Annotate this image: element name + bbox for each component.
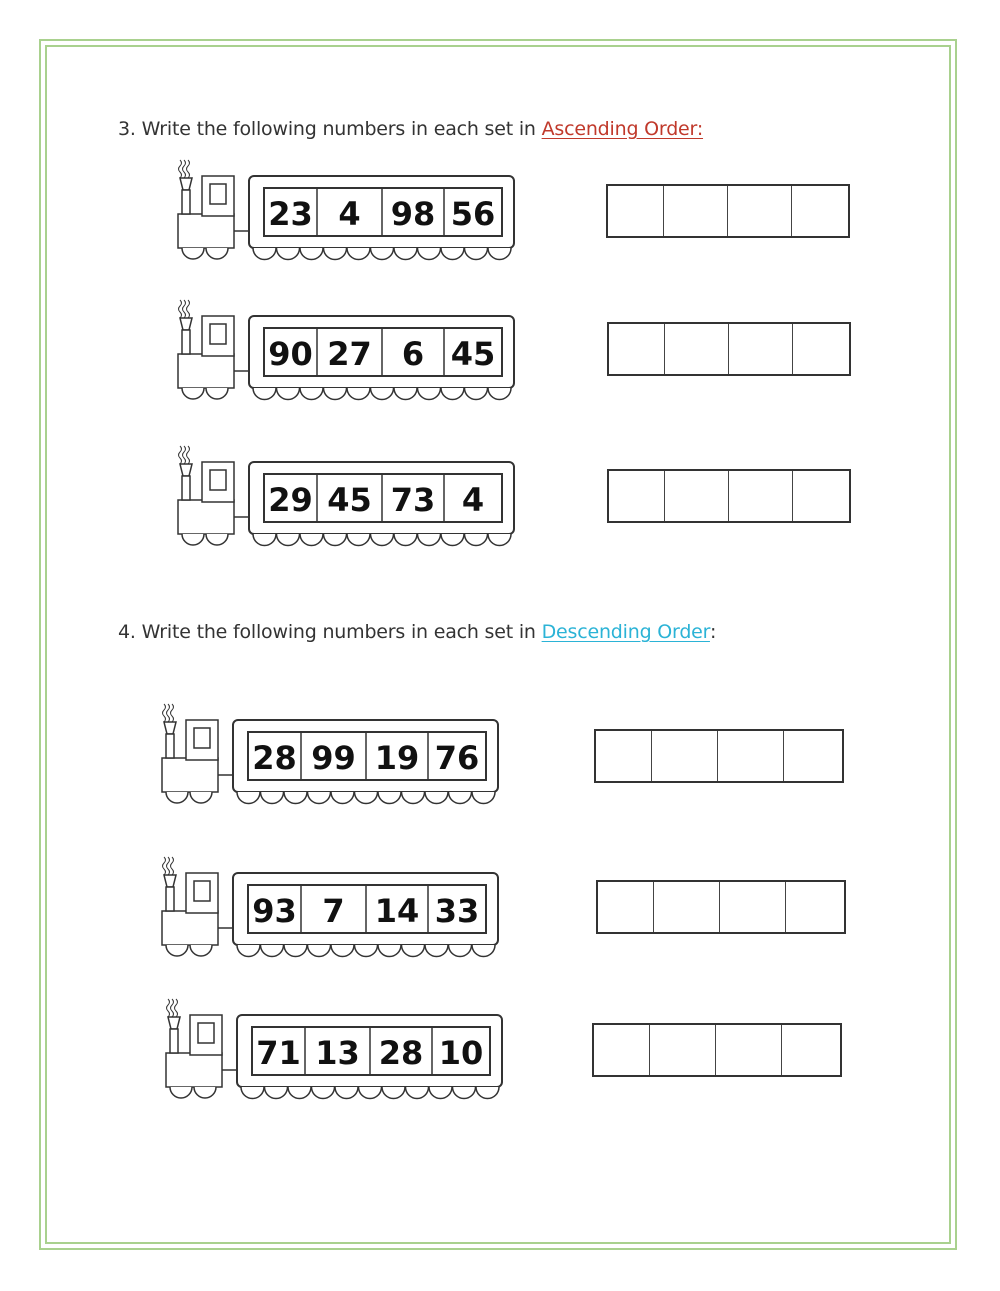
train-number: 98 bbox=[390, 195, 436, 233]
train-number: 4 bbox=[461, 481, 485, 519]
wagon-wheels bbox=[253, 388, 511, 400]
wagon-wheels bbox=[237, 945, 495, 957]
wagon-wheels bbox=[253, 534, 511, 546]
wagon-wheels bbox=[237, 792, 495, 804]
ascending-order-label: Ascending Order: bbox=[541, 118, 704, 140]
train-number: 23 bbox=[268, 195, 313, 233]
train-q4-set1 bbox=[156, 702, 516, 812]
smoke-icon bbox=[179, 300, 190, 318]
answer-cell[interactable] bbox=[609, 471, 665, 521]
smoke-icon bbox=[179, 160, 190, 178]
question-3-instruction bbox=[118, 118, 703, 140]
train-number: 90 bbox=[268, 335, 313, 373]
train-q3-set1 bbox=[172, 158, 532, 268]
answer-cell[interactable] bbox=[596, 731, 652, 781]
train-number: 6 bbox=[401, 335, 425, 373]
answer-cell[interactable] bbox=[718, 731, 784, 781]
train-q3-set2 bbox=[172, 298, 532, 408]
answer-cell[interactable] bbox=[782, 1025, 840, 1075]
answer-boxes-q4-set2 bbox=[596, 880, 846, 934]
train-number: 28 bbox=[252, 739, 297, 777]
train-number: 99 bbox=[311, 739, 356, 777]
locomotive-icon bbox=[162, 873, 233, 956]
wagon-wheels bbox=[253, 248, 511, 260]
train-number: 45 bbox=[327, 481, 372, 519]
answer-cell[interactable] bbox=[594, 1025, 650, 1075]
train-number: 28 bbox=[378, 1034, 424, 1072]
train-q3-set3 bbox=[172, 444, 532, 554]
answer-cell[interactable] bbox=[598, 882, 654, 932]
answer-boxes-q3-set3 bbox=[607, 469, 851, 523]
question-4-prefix: 4. Write the following numbers in each set in bbox=[118, 621, 542, 643]
descending-order-label: Descending Order bbox=[541, 621, 710, 643]
answer-cell[interactable] bbox=[793, 324, 849, 374]
answer-cell[interactable] bbox=[784, 731, 842, 781]
train-number: 33 bbox=[434, 892, 480, 930]
answer-cell[interactable] bbox=[608, 186, 664, 236]
answer-cell[interactable] bbox=[792, 186, 848, 236]
answer-cell[interactable] bbox=[729, 324, 793, 374]
train-number: 56 bbox=[450, 195, 496, 233]
answer-cell[interactable] bbox=[786, 882, 844, 932]
question-3-prefix: 3. Write the following numbers in each set in bbox=[118, 118, 542, 140]
locomotive-icon bbox=[162, 720, 233, 803]
answer-cell[interactable] bbox=[664, 186, 728, 236]
train-q4-set3 bbox=[160, 997, 520, 1107]
answer-cell[interactable] bbox=[654, 882, 720, 932]
smoke-icon bbox=[167, 999, 178, 1017]
answer-cell[interactable] bbox=[609, 324, 665, 374]
train-number: 13 bbox=[315, 1034, 360, 1072]
locomotive-icon bbox=[166, 1015, 237, 1098]
wagon-wheels bbox=[241, 1087, 499, 1099]
smoke-icon bbox=[163, 857, 174, 875]
train-number: 14 bbox=[374, 892, 420, 930]
answer-cell[interactable] bbox=[652, 731, 718, 781]
answer-cell[interactable] bbox=[729, 471, 793, 521]
locomotive-icon bbox=[178, 462, 249, 545]
smoke-icon bbox=[179, 446, 190, 464]
train-number: 71 bbox=[256, 1034, 301, 1072]
answer-cell[interactable] bbox=[650, 1025, 716, 1075]
answer-boxes-q3-set2 bbox=[607, 322, 851, 376]
train-number: 7 bbox=[322, 892, 345, 930]
answer-cell[interactable] bbox=[728, 186, 792, 236]
answer-cell[interactable] bbox=[720, 882, 786, 932]
locomotive-icon bbox=[178, 316, 249, 399]
train-number: 76 bbox=[434, 739, 480, 777]
answer-cell[interactable] bbox=[793, 471, 849, 521]
train-number: 10 bbox=[438, 1034, 484, 1072]
train-q4-set2 bbox=[156, 855, 516, 965]
answer-cell[interactable] bbox=[665, 471, 729, 521]
answer-boxes-q4-set1 bbox=[594, 729, 844, 783]
train-number: 29 bbox=[268, 481, 313, 519]
answer-boxes-q4-set3 bbox=[592, 1023, 842, 1077]
answer-boxes-q3-set1 bbox=[606, 184, 850, 238]
train-number: 45 bbox=[450, 335, 496, 373]
question-4-instruction bbox=[118, 621, 716, 643]
train-number: 4 bbox=[338, 195, 361, 233]
train-number: 27 bbox=[327, 335, 372, 373]
answer-cell[interactable] bbox=[716, 1025, 782, 1075]
train-number: 73 bbox=[390, 481, 436, 519]
question-4-suffix: : bbox=[709, 621, 717, 643]
smoke-icon bbox=[163, 704, 174, 722]
train-number: 93 bbox=[252, 892, 297, 930]
train-number: 19 bbox=[374, 739, 420, 777]
locomotive-icon bbox=[178, 176, 249, 259]
answer-cell[interactable] bbox=[665, 324, 729, 374]
